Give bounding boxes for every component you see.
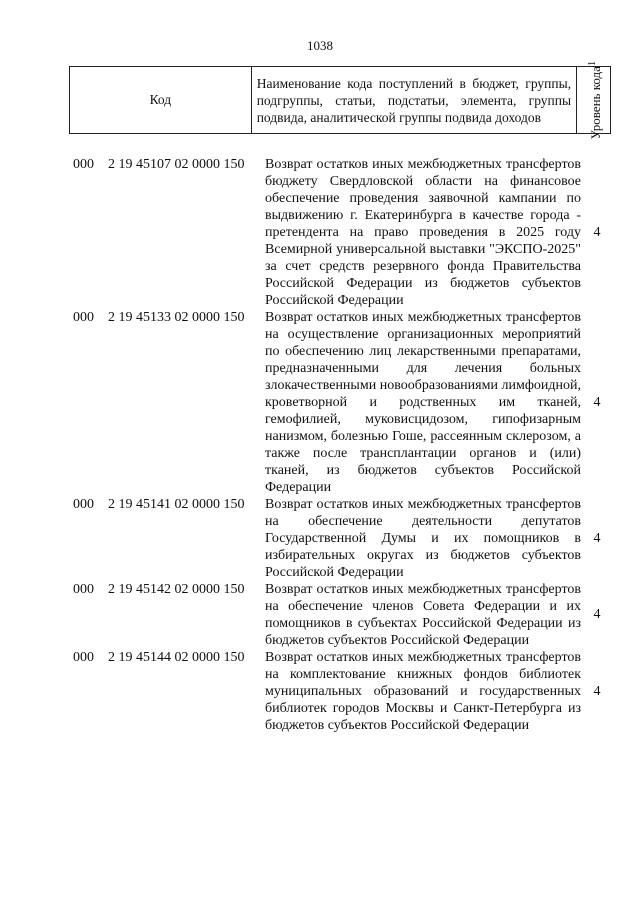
income-name: Возврат остатков иных межбюджетных трансфертов на осуществление организационных мероприятий по обеспечению лиц лекарственными препаратами, предназначенными для лечения больных злокачественными новообразованиями лимфоидной, кроветворной и родственных им тканей, гемофилией, муковисцидозом, гипофизарным нанизмом, болезнью Гоше, рассеянным склерозом, а также после трансплантации органов и (или) тканей, из бюджетов субъектов Российской Федерации — [265, 310, 581, 495]
table-row — [73, 581, 613, 649]
income-name: Возврат остатков иных межбюджетных трансфертов на обеспечение деятельности депутатов Государственной Думы и их помощников в избирательных округах из бюджетов субъектов Российской Федерации — [265, 497, 581, 580]
admin-code: 000 — [73, 582, 94, 597]
table-row — [73, 649, 613, 734]
code-level: 4 — [593, 530, 601, 546]
table-row — [73, 156, 613, 309]
admin-code: 000 — [73, 310, 94, 325]
income-name: Возврат остатков иных межбюджетных трансфертов бюджету Свердловской области на финансовое обеспечение проведения заявочной кампании по выдвижению г. Екатеринбурга в качестве города - претендента на право проведения в 2025 году Всемирной универсальной выставки "ЭКСПО-2025" за счет средств резервного фонда Правительства Российской Федерации из бюджетов субъектов Российской Федерации — [265, 157, 581, 308]
table-row — [73, 309, 613, 496]
income-code: 2 19 45144 02 0000 150 — [108, 650, 245, 665]
admin-code: 000 — [73, 157, 94, 172]
income-code: 2 19 45133 02 0000 150 — [108, 310, 245, 325]
header-level-footnote: 1 — [585, 60, 598, 67]
table-row — [73, 496, 613, 581]
header-code: Код — [70, 67, 252, 134]
code-level: 4 — [593, 607, 601, 622]
admin-code: 000 — [73, 650, 94, 665]
code-level: 4 — [593, 683, 601, 699]
income-name: Возврат остатков иных межбюджетных трансфертов на обеспечение членов Совета Федерации и их помощников в субъектах Российской Федерации из бюджетов субъектов Российской Федерации — [265, 582, 581, 648]
income-code: 2 19 45107 02 0000 150 — [108, 157, 245, 172]
header-level — [577, 60, 611, 140]
income-code: 2 19 45142 02 0000 150 — [108, 582, 245, 597]
header-name: Наименование кода поступлений в бюджет, группы, подгруппы, статьи, подстатьи, элемента, группы подвида, аналитической группы подвида доходов — [251, 67, 576, 134]
code-level: 4 — [593, 394, 601, 410]
admin-code: 000 — [73, 497, 94, 512]
header-level-label: Уровень кода — [587, 66, 603, 140]
income-code: 2 19 45141 02 0000 150 — [108, 497, 245, 512]
page-number: 1038 — [307, 38, 333, 53]
code-level: 4 — [593, 224, 601, 240]
income-name: Возврат остатков иных межбюджетных трансфертов на комплектование книжных фондов библиотек муниципальных образований и государственных библиотек городов Москвы и Санкт-Петербурга из бюджетов субъектов Российской Федерации — [265, 650, 581, 733]
header-level-text — [584, 61, 602, 140]
table-header — [69, 60, 611, 140]
table-body — [73, 156, 613, 734]
